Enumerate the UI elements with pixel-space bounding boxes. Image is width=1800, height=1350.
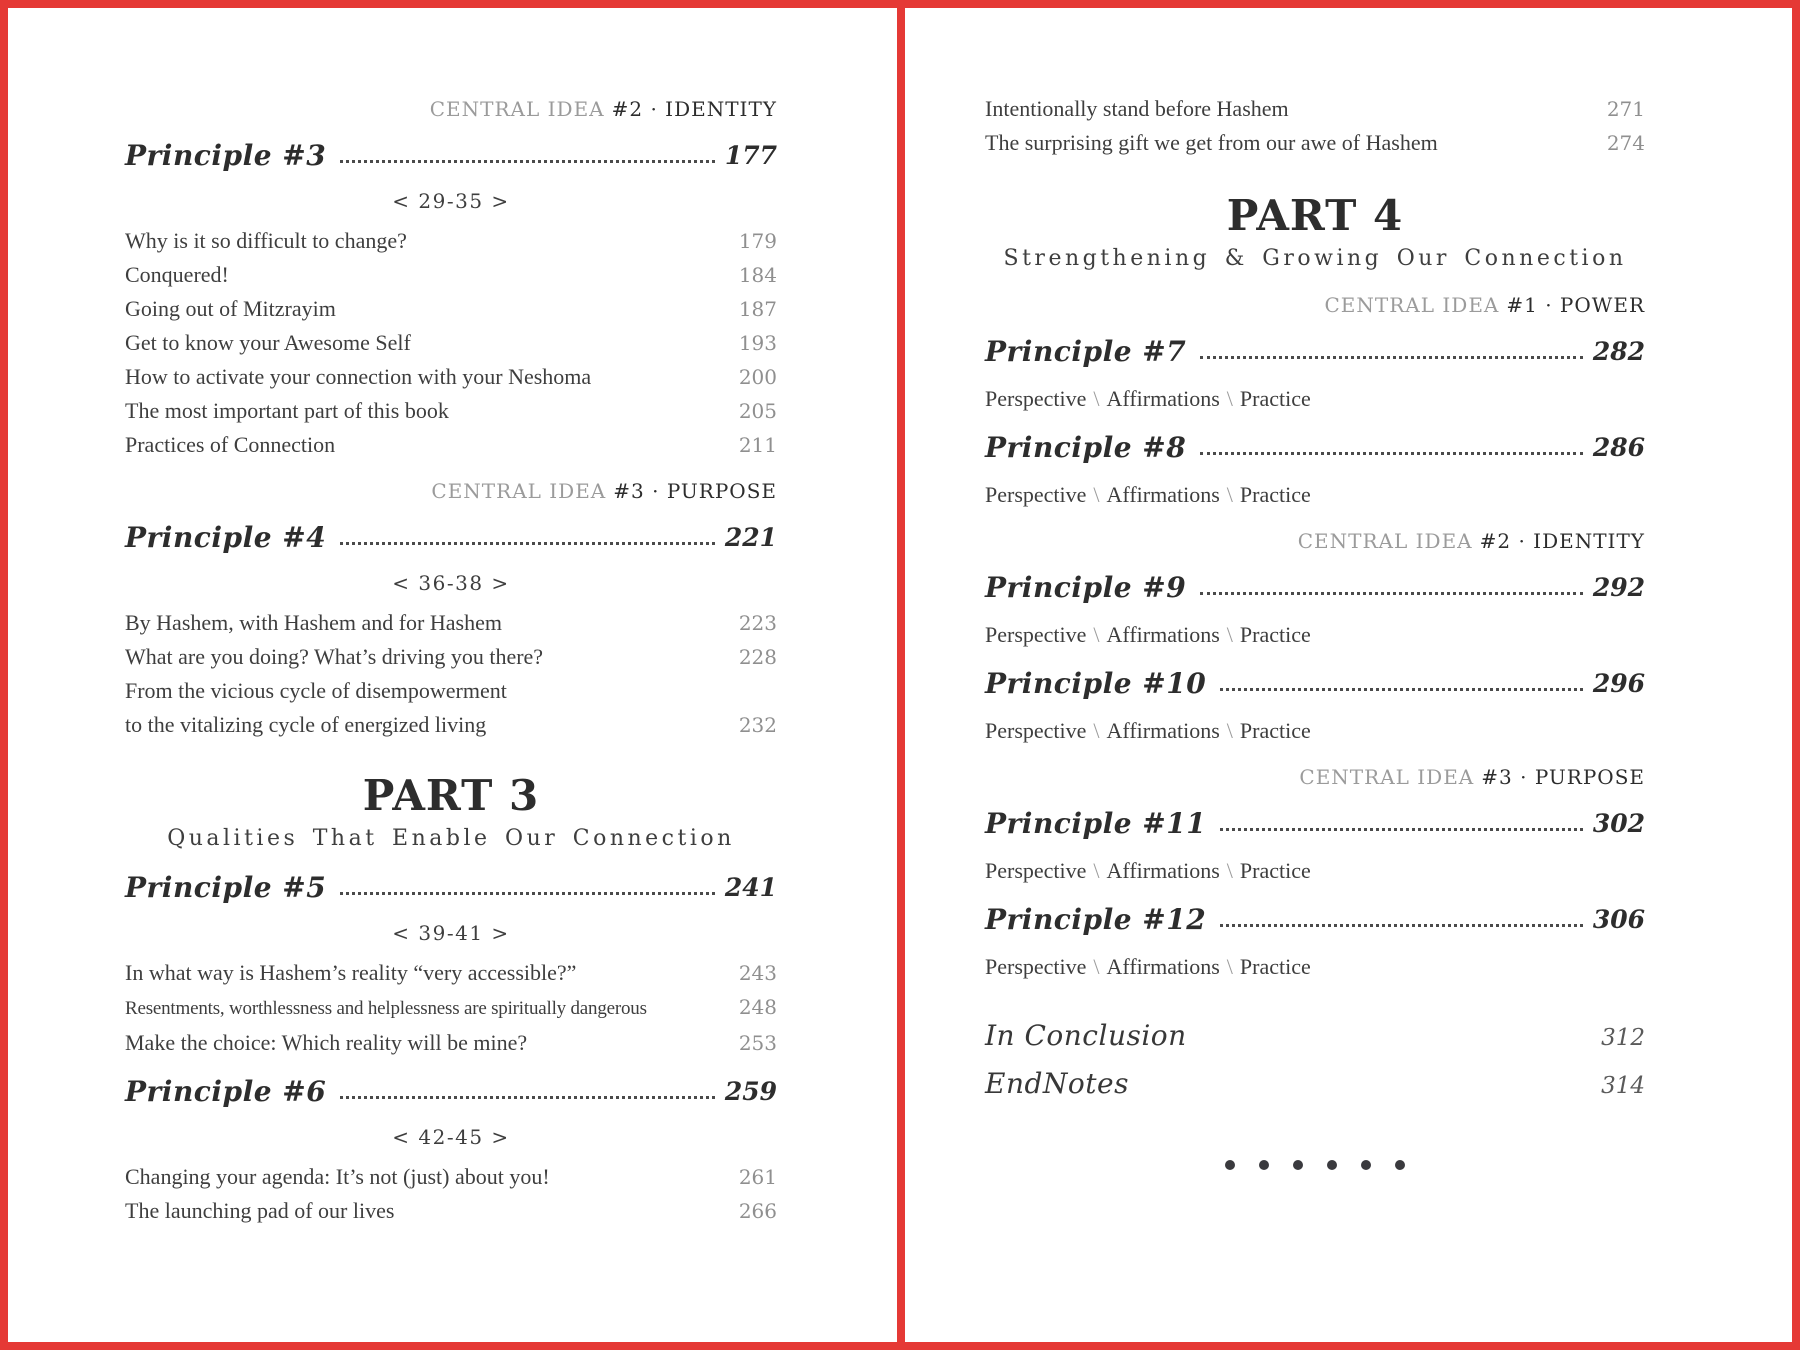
separator-dot: [1225, 1160, 1235, 1170]
dotted-leader: [1200, 592, 1583, 595]
entry-title: By Hashem, with Hashem and for Hashem: [125, 610, 502, 635]
conclusion-page-number: 314: [1601, 1073, 1645, 1099]
principle-row: [985, 332, 1645, 372]
separator-dot: [1361, 1160, 1371, 1170]
perspective-word: Practice: [1239, 954, 1311, 979]
entry-title: Why is it so difficult to change?: [125, 228, 407, 253]
principle-row: [985, 428, 1645, 468]
range-label: < 39-41 >: [392, 921, 510, 945]
perspective-word: Affirmations: [1106, 718, 1220, 743]
entry-page-number: 187: [738, 297, 777, 321]
entry-list: [125, 606, 777, 742]
backslash-separator: \: [1226, 954, 1233, 979]
principle-page-number: 296: [1592, 669, 1645, 698]
principle-page-number: 259: [724, 1077, 777, 1106]
part-subtitle: Strengthening & Growing Our Connection: [1003, 246, 1627, 271]
backslash-separator: \: [1226, 386, 1233, 411]
perspective-word: Practice: [1239, 622, 1311, 647]
backslash-separator: \: [1226, 858, 1233, 883]
entry-page-number: 261: [738, 1165, 777, 1189]
perspective-line: [985, 854, 1645, 888]
central-idea-heading: [985, 526, 1645, 556]
toc-entry: [125, 674, 777, 708]
entry-title: to the vitalizing cycle of energized living: [125, 712, 487, 737]
central-idea-tag: #3 · PURPOSE: [1481, 765, 1645, 789]
entry-page-number: 271: [1606, 97, 1645, 121]
entry-page-number: 179: [738, 229, 777, 253]
dotted-leader: [340, 892, 715, 895]
perspective-line: [985, 478, 1645, 512]
toc-entry: [125, 292, 777, 326]
central-idea-label: CENTRAL IDEA: [431, 479, 607, 503]
dotted-leader: [340, 1096, 715, 1099]
perspective-line: [985, 950, 1645, 984]
principle-title: Principle #9: [985, 571, 1187, 604]
entry-list: [125, 1160, 777, 1228]
toc-entry: [125, 640, 777, 674]
toc-entry: [125, 956, 777, 990]
perspective-word: Practice: [1239, 858, 1311, 883]
central-idea-heading: [125, 94, 777, 124]
dotted-leader: [340, 542, 715, 545]
central-idea-tag: #1 · POWER: [1506, 293, 1645, 317]
toc-entry: [125, 1160, 777, 1194]
dotted-leader: [1220, 828, 1583, 831]
separator-dot: [1259, 1160, 1269, 1170]
principle-row: [125, 868, 777, 908]
entry-title: How to activate your connection with your Neshoma: [125, 364, 592, 389]
conclusion-title: EndNotes: [985, 1067, 1129, 1100]
perspective-word: Perspective: [985, 622, 1087, 647]
entry-title: From the vicious cycle of disempowerment: [125, 678, 507, 703]
entry-page-number: 274: [1606, 131, 1645, 155]
entry-page-number: 253: [738, 1031, 777, 1055]
principle-page-number: 241: [724, 873, 777, 902]
principle-row: [125, 136, 777, 176]
conclusion-row: [985, 1014, 1645, 1060]
entry-page-number: 228: [738, 645, 777, 669]
entry-page-number: 184: [738, 263, 777, 287]
footer-dots: [985, 1160, 1645, 1170]
entry-title: Get to know your Awesome Self: [125, 330, 411, 355]
entry-title: Going out of Mitzrayim: [125, 296, 336, 321]
range-label: < 42-45 >: [392, 1125, 510, 1149]
backslash-separator: \: [1226, 482, 1233, 507]
conclusion-page-number: 312: [1601, 1025, 1645, 1051]
central-idea-tag: #3 · PURPOSE: [613, 479, 777, 503]
entry-title: Make the choice: Which reality will be mine?: [125, 1030, 528, 1055]
part-subtitle: Qualities That Enable Our Connection: [167, 826, 735, 851]
backslash-separator: \: [1226, 622, 1233, 647]
perspective-word: Affirmations: [1106, 386, 1220, 411]
principle-row: [125, 518, 777, 558]
entry-title: Conquered!: [125, 262, 229, 287]
principle-title: Principle #8: [985, 431, 1187, 464]
entry-page-number: 211: [738, 433, 777, 457]
toc-entry: [985, 126, 1645, 160]
principle-title: Principle #7: [985, 335, 1187, 368]
dotted-leader: [1200, 356, 1583, 359]
backslash-separator: \: [1093, 718, 1100, 743]
entry-page-number: 266: [738, 1199, 777, 1223]
central-idea-tag: #2 · IDENTITY: [611, 97, 777, 121]
backslash-separator: \: [1093, 954, 1100, 979]
principle-row: [985, 568, 1645, 608]
separator-dot: [1293, 1160, 1303, 1170]
part-heading: PART 4: [1226, 191, 1404, 240]
entry-title: Changing your agenda: It’s not (just) about you!: [125, 1164, 550, 1189]
entry-page-number: 232: [738, 713, 777, 737]
entry-page-number: 193: [738, 331, 777, 355]
separator-dot: [1327, 1160, 1337, 1170]
page-right: [897, 0, 1800, 1350]
principle-title: Principle #4: [125, 521, 327, 554]
backslash-separator: \: [1093, 858, 1100, 883]
entry-title: In what way is Hashem’s reality “very accessible?”: [125, 960, 577, 985]
dotted-leader: [1220, 688, 1583, 691]
principle-page-number: 221: [724, 523, 777, 552]
entry-page-number: 243: [738, 961, 777, 985]
perspective-word: Perspective: [985, 954, 1087, 979]
entry-page-number: 223: [738, 611, 777, 635]
toc-entry: [125, 428, 777, 462]
perspective-word: Affirmations: [1106, 622, 1220, 647]
toc-entry: [125, 360, 777, 394]
principle-row: [985, 804, 1645, 844]
principle-title: Principle #6: [125, 1075, 327, 1108]
conclusion-row: [985, 1062, 1645, 1108]
toc-entry: [125, 990, 777, 1026]
principle-page-number: 177: [724, 141, 777, 170]
range-label: < 29-35 >: [392, 189, 510, 213]
principle-page-number: 286: [1592, 433, 1645, 462]
perspective-word: Practice: [1239, 718, 1311, 743]
central-idea-heading: [985, 290, 1645, 320]
perspective-word: Affirmations: [1106, 954, 1220, 979]
entry-title: What are you doing? What’s driving you there?: [125, 644, 544, 669]
toc-entry: [125, 394, 777, 428]
entry-title: Practices of Connection: [125, 432, 336, 457]
entry-title: Resentments, worthlessness and helplessness are spiritually dangerous: [125, 998, 647, 1019]
toc-entry: [125, 326, 777, 360]
toc-entry: [125, 708, 777, 742]
principle-title: Principle #5: [125, 871, 327, 904]
principle-row: [985, 900, 1645, 940]
principle-page-number: 282: [1592, 337, 1645, 366]
entry-list: [125, 956, 777, 1060]
toc-entry: [125, 1194, 777, 1228]
perspective-word: Practice: [1239, 386, 1311, 411]
entry-title: The surprising gift we get from our awe of Hashem: [985, 130, 1438, 155]
toc-entry: [985, 92, 1645, 126]
perspective-word: Affirmations: [1106, 858, 1220, 883]
part-heading: PART 3: [362, 771, 540, 820]
perspective-word: Affirmations: [1106, 482, 1220, 507]
perspective-word: Perspective: [985, 858, 1087, 883]
perspective-word: Perspective: [985, 718, 1087, 743]
principle-row: [125, 1072, 777, 1112]
central-idea-label: CENTRAL IDEA: [1299, 765, 1475, 789]
central-idea-label: CENTRAL IDEA: [429, 97, 605, 121]
central-idea-tag: #2 · IDENTITY: [1479, 529, 1645, 553]
backslash-separator: \: [1093, 482, 1100, 507]
principle-row: [985, 664, 1645, 704]
entry-page-number: 205: [738, 399, 777, 423]
entry-list: [985, 92, 1645, 160]
dotted-leader: [1200, 452, 1583, 455]
conclusion-title: In Conclusion: [985, 1019, 1187, 1052]
perspective-word: Practice: [1239, 482, 1311, 507]
perspective-line: [985, 618, 1645, 652]
toc-entry: [125, 224, 777, 258]
entry-title: The launching pad of our lives: [125, 1198, 395, 1223]
dotted-leader: [1220, 924, 1583, 927]
central-idea-heading: [125, 476, 777, 506]
backslash-separator: \: [1093, 622, 1100, 647]
entry-list: [125, 224, 777, 462]
principle-title: Principle #3: [125, 139, 327, 172]
entry-page-number: 200: [738, 365, 777, 389]
central-idea-label: CENTRAL IDEA: [1297, 529, 1473, 553]
principle-page-number: 292: [1592, 573, 1645, 602]
backslash-separator: \: [1093, 386, 1100, 411]
perspective-line: [985, 382, 1645, 416]
backslash-separator: \: [1226, 718, 1233, 743]
toc-entry: [125, 606, 777, 640]
separator-dot: [1395, 1160, 1405, 1170]
dotted-leader: [340, 160, 715, 163]
range-label: < 36-38 >: [392, 571, 510, 595]
principle-title: Principle #11: [985, 807, 1207, 840]
perspective-word: Perspective: [985, 482, 1087, 507]
toc-entry: [125, 258, 777, 292]
entry-title: The most important part of this book: [125, 398, 449, 423]
principle-title: Principle #12: [985, 903, 1207, 936]
principle-title: Principle #10: [985, 667, 1207, 700]
central-idea-label: CENTRAL IDEA: [1324, 293, 1500, 317]
entry-page-number: 248: [738, 995, 777, 1019]
principle-page-number: 302: [1592, 809, 1645, 838]
principle-page-number: 306: [1592, 905, 1645, 934]
central-idea-heading: [985, 762, 1645, 792]
perspective-word: Perspective: [985, 386, 1087, 411]
toc-entry: [125, 1026, 777, 1060]
perspective-line: [985, 714, 1645, 748]
entry-title: Intentionally stand before Hashem: [985, 96, 1289, 121]
